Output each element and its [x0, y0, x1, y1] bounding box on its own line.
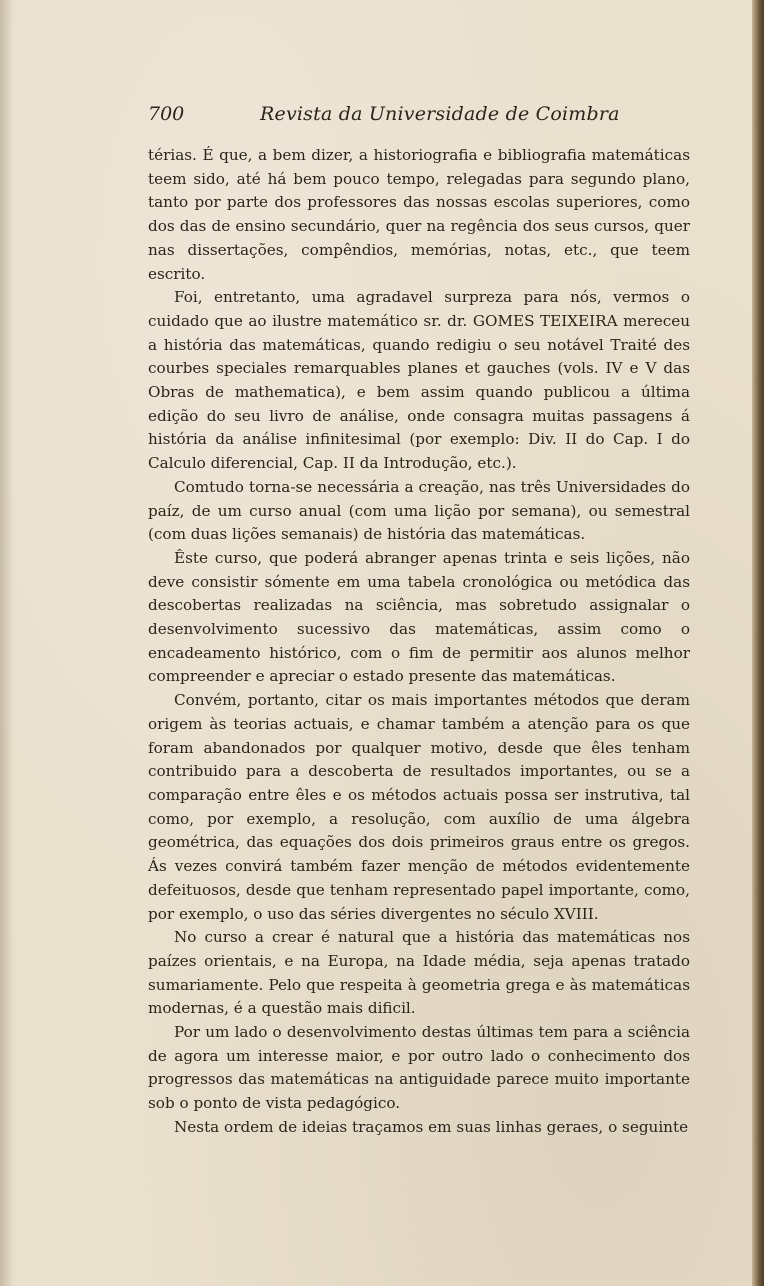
paragraph: Nesta ordem de ideias traçamos em suas linhas geraes, o seguinte	[174, 1117, 689, 1136]
paragraph: Êste curso, que poderá abranger apenas trinta e seis lições, não deve consistir sómente em uma tabela cronológica ou metódica das descobertas realizadas na sciência, mas sobretudo assignalar o desenvolvimento sucessivo das matemáticas, assim como o encadeamento histórico, com o fim de permitir aos alunos melhor compreender e apreciar o estado presente das matemáticas.	[148, 548, 690, 686]
page-number: 700	[148, 103, 185, 125]
paragraph: Comtudo torna-se necessária a creação, nas três Universidades do paíz, de um curso anual (com uma lição por semana), ou semestral (com duas lições semanais) de história das matemáticas.	[148, 477, 690, 544]
page-gutter-shadow	[0, 0, 14, 1286]
paragraph: No curso a crear é natural que a história das matemáticas nos paízes orientais, e na Europa, na Idade média, seja apenas tratado sumariamente. Pelo que respeita à geometria grega e às matemáticas modernas, é a questão mais dificil.	[148, 928, 690, 1018]
running-title: Revista da Universidade de Coimbra	[260, 103, 620, 125]
page-header	[148, 103, 696, 133]
paragraph: Convém, portanto, citar os mais importantes métodos que deram origem às teorias actuais, e chamar também a atenção para os que foram abandonados por qualquer motivo, desde que êles tenham contribuido para a descoberta de resultados importantes, ou se a comparação entre êles e os métodos actuais possa ser instrutiva, tal como, por exemplo, a resolução, com auxílio de uma álgebra geométrica, das equações dos dois primeiros graus entre os gregos. Ás vezes convirá também fazer menção de métodos evidentemente defeituosos, desde que tenham representado papel importante, como, por exemplo, o uso das séries divergentes no século XVIII.	[148, 691, 690, 923]
body-text	[148, 144, 690, 1140]
paragraph: térias. É que, a bem dizer, a historiografia e bibliografia matemáticas teem sido, até há bem pouco tempo, relegadas para segundo plano, tanto por parte dos professores das nossas escolas superiores, como dos das de ensino secundário, quer na regência dos seus cursos, quer nas dissertações, compêndios, memórias, notas, etc., que teem escrito.	[148, 146, 690, 283]
paragraph: Foi, entretanto, uma agradavel surpreza para nós, vermos o cuidado que ao ilustre matemático sr. dr. GOMES TEIXEIRA mereceu a história das matemáticas, quando redigiu o seu notável Traité des courbes speciales remarquables planes et gauches (vols. IV e V das Obras de mathematica), e bem assim quando publicou a última edição do seu livro de análise, onde consagra muitas passagens á história da análise infinitesimal (por exemplo: Div. II do Cap. I do Calculo diferencial, Cap. II da Introdução, etc.).	[148, 288, 690, 473]
paragraph: Por um lado o desenvolvimento destas últimas tem para a sciência de agora um interesse maior, e por outro lado o conhecimento dos progressos das matemáticas na antiguidade parece muito importante sob o ponto de vista pedagógico.	[148, 1023, 690, 1113]
book-page-edge	[752, 0, 764, 1286]
